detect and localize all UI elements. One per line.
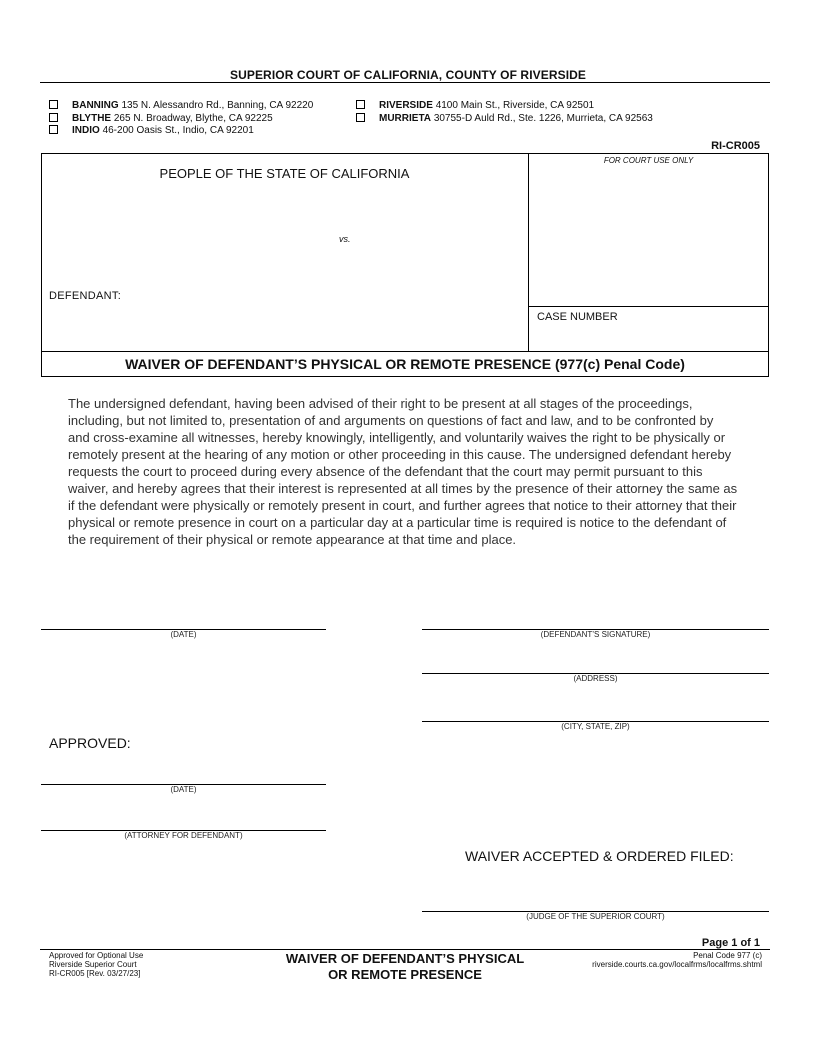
checkbox-riverside[interactable] (356, 100, 365, 109)
city-state-zip-label: (CITY, STATE, ZIP) (561, 722, 630, 731)
page-number: Page 1 of 1 (701, 937, 760, 949)
footer-title-line1: WAIVER OF DEFENDANT’S PHYSICAL (285, 951, 525, 966)
footer-right (592, 951, 762, 969)
footer-court: Riverside Superior Court (49, 960, 137, 969)
attorney-label: (ATTORNEY FOR DEFENDANT) (124, 831, 243, 840)
court-title: SUPERIOR COURT OF CALIFORNIA, COUNTY OF RIVERSIDE (229, 68, 587, 82)
location-murrieta[interactable] (356, 113, 653, 125)
location-indio[interactable] (49, 125, 254, 137)
header-rule (40, 82, 770, 83)
footer-form-rev: RI-CR005 [Rev. 03/27/23] (49, 969, 141, 978)
case-number-rule (528, 306, 769, 307)
location-blythe[interactable] (49, 113, 273, 125)
footer-title (260, 951, 550, 983)
footer-url[interactable]: riverside.courts.ca.gov/localfrms/localfrms.shtml (592, 960, 762, 969)
judge-signature-label: (JUDGE OF THE SUPERIOR COURT) (526, 912, 665, 921)
vs-label: vs. (339, 234, 351, 244)
location-name: MURRIETA (379, 113, 432, 124)
location-address: 46-200 Oasis St., Indio, CA 92201 (102, 125, 254, 136)
footer-left (49, 951, 143, 978)
location-address: 4100 Main St., Riverside, CA 92501 (435, 100, 595, 111)
defendant-field[interactable]: DEFENDANT: (49, 290, 122, 302)
location-name: INDIO (72, 125, 100, 136)
address-label: (ADDRESS) (573, 674, 618, 683)
location-banning[interactable] (49, 100, 313, 112)
location-name: BANNING (72, 100, 119, 111)
defendant-signature-label: (DEFENDANT’S SIGNATURE) (540, 630, 651, 639)
footer-title-line2: OR REMOTE PRESENCE (328, 967, 482, 982)
location-address: 135 N. Alessandro Rd., Banning, CA 92220 (121, 100, 314, 111)
caption-divider (528, 153, 529, 351)
case-number-field[interactable]: CASE NUMBER (537, 311, 618, 323)
waiver-body-text: The undersigned defendant, having been advised of their right to be present at all stages of the proceedings, including, but not limited to, presentation of and arguments on questions of fact and law, and to be confronted by and cross-examine all witnesses, hereby knowingly, intelligently, and voluntarily waives the right to be physically or remotely present at the hearing of any motion or other proceeding in this cause. The undersigned defendant hereby requests the court to proceed during every absence of the defendant that the court may permit pursuant to this waiver, and hereby agrees that their interest is represented at all times by the presence of their attorney the same as if the defendant were physically or remotely present in court, and further agrees that notice to their attorney that their physical or remote presence in court on a particular day at a particular time is required is notice to the defendant of the requirement of their physical or remote appearance at that time and place. (68, 396, 738, 547)
checkbox-banning[interactable] (49, 100, 58, 109)
location-address: 30755-D Auld Rd., Ste. 1226, Murrieta, CA 92563 (433, 113, 653, 124)
form-id: RI-CR005 (711, 140, 760, 152)
court-use-label: FOR COURT USE ONLY (603, 156, 694, 165)
title-rule (41, 351, 769, 352)
approved-heading: APPROVED: (49, 735, 131, 751)
date-label: (DATE) (170, 630, 197, 639)
form-title: WAIVER OF DEFENDANT’S PHYSICAL OR REMOTE PRESENCE (977(c) Penal Code) (125, 356, 685, 372)
caption-box (41, 153, 769, 377)
people-label: PEOPLE OF THE STATE OF CALIFORNIA (159, 166, 410, 181)
checkbox-murrieta[interactable] (356, 113, 365, 122)
footer-rule (40, 949, 770, 950)
footer-approval: Approved for Optional Use (49, 951, 144, 960)
location-address: 265 N. Broadway, Blythe, CA 92225 (113, 113, 273, 124)
checkbox-blythe[interactable] (49, 113, 58, 122)
location-name: BLYTHE (72, 113, 112, 124)
location-riverside[interactable] (356, 100, 594, 112)
footer-penal-code: Penal Code 977 (c) (693, 951, 762, 960)
accepted-heading: WAIVER ACCEPTED & ORDERED FILED: (465, 848, 734, 864)
approved-date-label: (DATE) (170, 785, 197, 794)
checkbox-indio[interactable] (49, 125, 58, 134)
location-name: RIVERSIDE (379, 100, 433, 111)
